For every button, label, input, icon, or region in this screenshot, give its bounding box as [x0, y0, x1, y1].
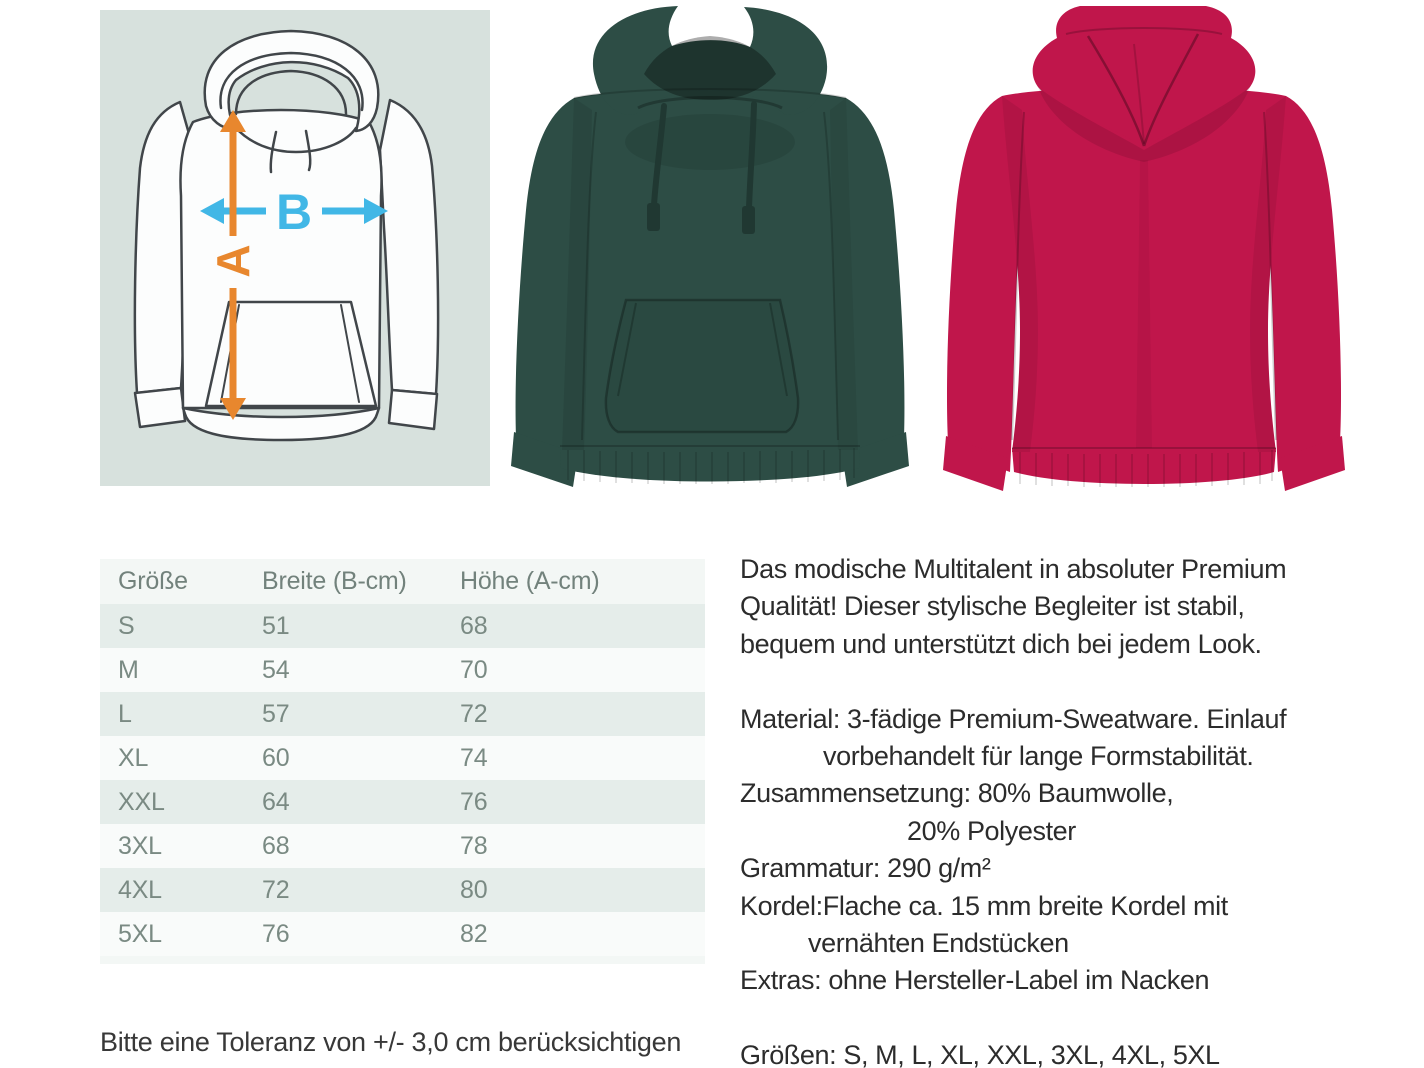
- description-line: bequem und unterstützt dich bei jedem Look.: [740, 628, 1262, 659]
- table-row: [100, 736, 705, 780]
- table-cell: 72: [460, 699, 488, 728]
- description-line: Material: 3-fädige Premium-Sweatware. Einlauf: [740, 703, 1287, 734]
- table-cell: 5XL: [118, 919, 162, 948]
- table-cell: 4XL: [118, 875, 162, 904]
- table-cell: 54: [262, 655, 290, 684]
- product-photo-front-hoodie: [498, 0, 923, 500]
- table-cell: 57: [262, 699, 290, 728]
- description-line: Grammatur: 290 g/m²: [740, 853, 991, 884]
- table-row: [100, 604, 705, 648]
- table-cell: 80: [460, 875, 488, 904]
- description-line: vorbehandelt für lange Formstabilität.: [823, 741, 1254, 772]
- size-table-body: [100, 604, 705, 956]
- description-line: Qualität! Dieser stylische Begleiter ist stabil,: [740, 591, 1245, 622]
- table-cell: 60: [262, 743, 290, 772]
- table-row: [100, 692, 705, 736]
- table-row: [100, 648, 705, 692]
- description-line: Zusammensetzung: 80% Baumwolle,: [740, 778, 1174, 809]
- tolerance-note: Bitte eine Toleranz von +/- 3,0 cm berücksichtigen: [100, 1027, 682, 1057]
- table-cell: 68: [460, 611, 488, 640]
- table-row: [100, 780, 705, 824]
- table-cell: L: [118, 699, 132, 728]
- column-header-breite: Breite (B-cm): [262, 567, 407, 595]
- description-line: [740, 663, 1286, 700]
- measurement-label-a: A: [207, 244, 259, 278]
- description-line: vernähten Endstücken: [808, 928, 1069, 959]
- size-diagram: [100, 10, 490, 486]
- description-line: Extras: ohne Hersteller-Label im Nacken: [740, 965, 1210, 996]
- table-cell: 64: [262, 787, 290, 816]
- column-header-hoehe: Höhe (A-cm): [460, 567, 600, 595]
- description-line: [740, 1000, 1286, 1037]
- size-diagram-panel: [100, 10, 490, 486]
- product-photo-back-hoodie: [938, 0, 1348, 500]
- description-line: 20% Polyester: [907, 815, 1076, 846]
- table-row: [100, 912, 705, 956]
- table-cell: XXL: [118, 787, 165, 816]
- table-cell: 70: [460, 655, 488, 684]
- table-row: [100, 868, 705, 912]
- table-cell: 76: [460, 787, 488, 816]
- table-row: [100, 824, 705, 868]
- table-cell: XL: [118, 743, 149, 772]
- column-header-groesse: Größe: [118, 567, 188, 595]
- table-cell: M: [118, 655, 139, 684]
- description-line: Kordel:Flache ca. 15 mm breite Kordel mit: [740, 890, 1228, 921]
- description-line: Größen: S, M, L, XL, XXL, 3XL, 4XL, 5XL: [740, 1040, 1220, 1068]
- description-line: Das modische Multitalent in absoluter Premium: [740, 554, 1287, 584]
- size-table-header: [100, 559, 705, 604]
- measurement-label-b: B: [275, 184, 313, 240]
- table-cell: 51: [262, 611, 290, 640]
- table-cell: S: [118, 611, 135, 640]
- size-table: [100, 559, 705, 964]
- description-text: [740, 551, 1286, 1068]
- table-cell: 72: [262, 875, 290, 904]
- table-cell: 76: [262, 919, 290, 948]
- table-cell: 82: [460, 919, 488, 948]
- table-cell: 68: [262, 831, 290, 860]
- table-cell: 78: [460, 831, 488, 860]
- table-cell: 74: [460, 743, 488, 772]
- table-cell: 3XL: [118, 831, 162, 860]
